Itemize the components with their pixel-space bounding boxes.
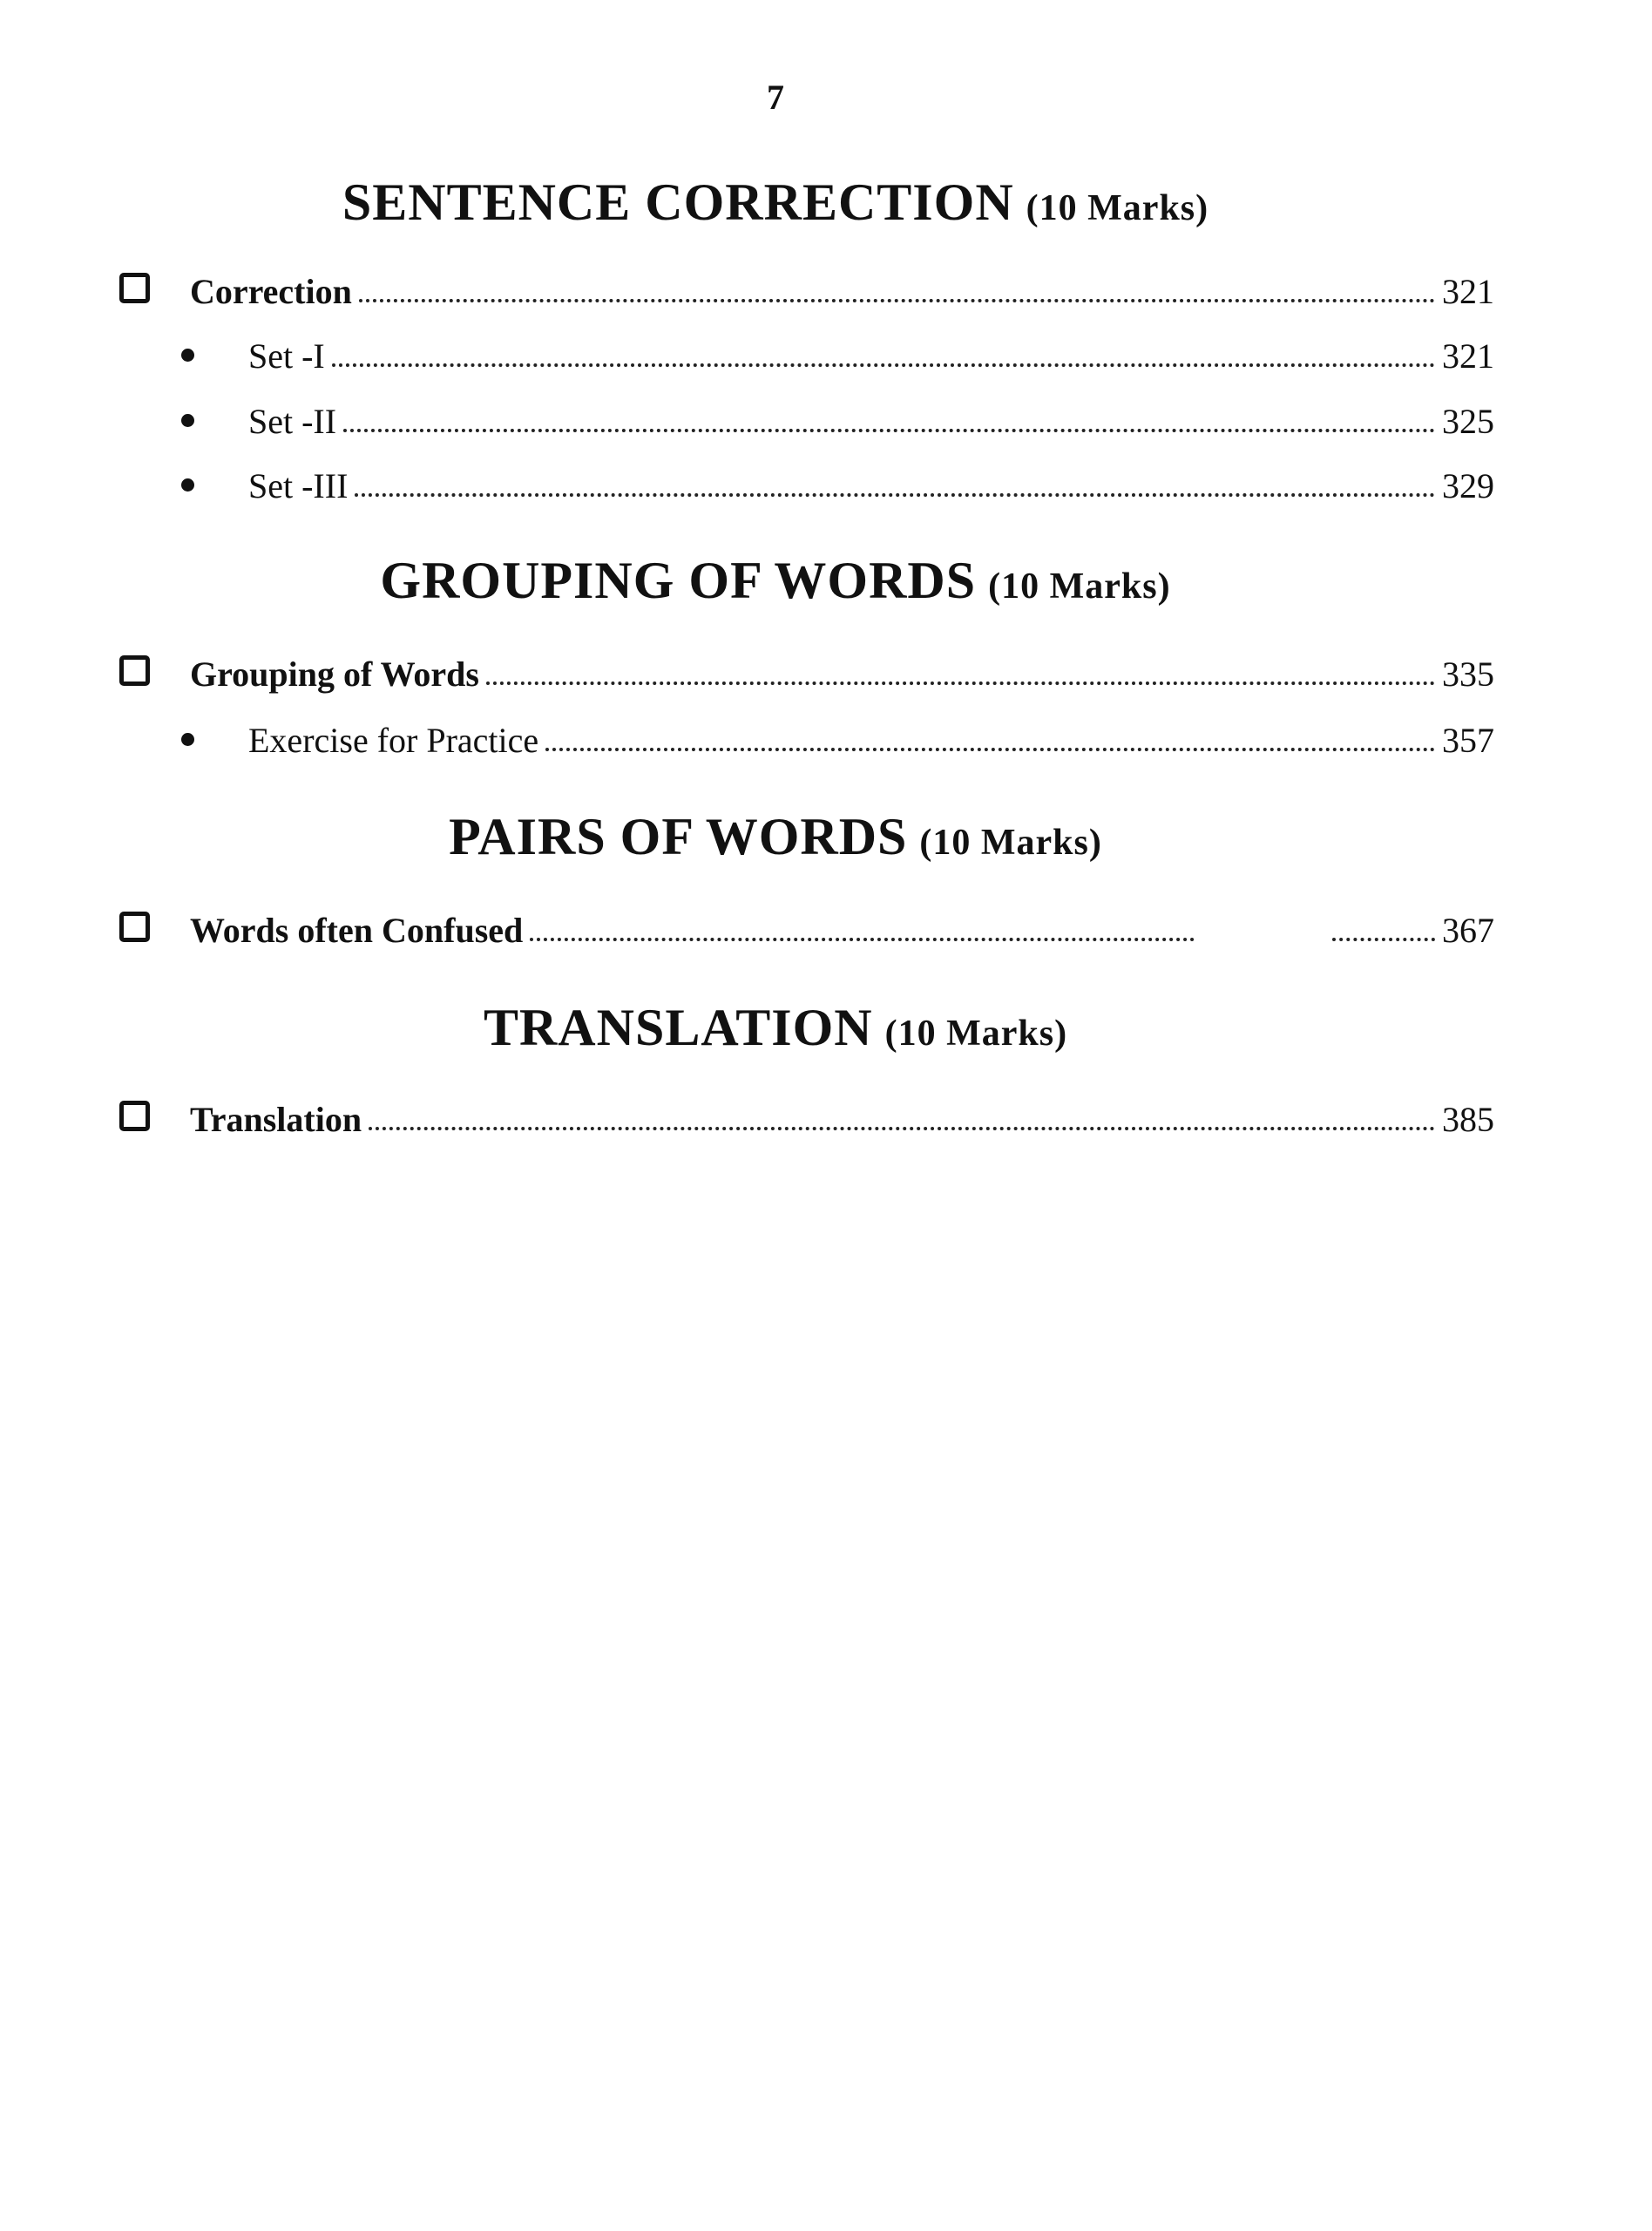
toc-entry-correction[interactable]	[119, 263, 1494, 312]
section-marks: (10 Marks)	[988, 566, 1171, 607]
section-title-translation	[0, 998, 1551, 1058]
section-title-text: SENTENCE CORRECTION	[342, 173, 1014, 231]
entry-page-number: 321	[1442, 336, 1494, 376]
section-title-text: TRANSLATION	[483, 999, 873, 1056]
entry-label: Grouping of Words	[190, 654, 479, 694]
entry-label: Set -II	[248, 402, 337, 441]
entry-label: Correction	[190, 272, 352, 311]
entry-page-number: 385	[1442, 1100, 1494, 1139]
section-title-grouping-of-words	[0, 551, 1551, 611]
dot-leader	[486, 682, 1435, 685]
entry-page-number: 335	[1442, 654, 1494, 694]
checkbox-icon	[119, 655, 150, 686]
bullet-icon	[181, 414, 194, 427]
toc-entry-exercise-for-practice[interactable]	[170, 712, 1494, 761]
checkbox-icon	[119, 273, 150, 303]
checkbox-icon	[119, 912, 150, 942]
toc-entry-set-ii[interactable]	[170, 393, 1494, 442]
toc-entry-grouping-of-words[interactable]	[119, 646, 1494, 695]
page-number: 7	[767, 78, 784, 117]
section-title-text: GROUPING OF WORDS	[380, 552, 977, 609]
bullet-icon	[181, 349, 194, 362]
entry-label: Words often Confused	[190, 911, 524, 950]
dot-leader	[332, 363, 1435, 367]
section-marks: (10 Marks)	[884, 1014, 1068, 1054]
checkbox-icon	[119, 1101, 150, 1131]
toc-entry-words-often-confused[interactable]	[119, 902, 1494, 951]
entry-label: Set -I	[248, 336, 325, 376]
dot-leader	[359, 299, 1435, 302]
section-title-text: PAIRS OF WORDS	[449, 808, 908, 865]
entry-page-number: 325	[1442, 402, 1494, 441]
entry-page-number: 357	[1442, 721, 1494, 760]
dot-leader	[343, 429, 1435, 432]
section-title-sentence-correction	[0, 173, 1551, 233]
dot-leader	[530, 938, 1195, 941]
entry-label: Translation	[190, 1100, 362, 1139]
dot-leader	[545, 748, 1435, 751]
entry-label: Exercise for Practice	[248, 721, 539, 760]
toc-entry-set-i[interactable]	[170, 328, 1494, 376]
toc-entry-set-iii[interactable]	[170, 458, 1494, 506]
entry-label: Set -III	[248, 466, 349, 505]
section-marks: (10 Marks)	[919, 823, 1102, 863]
entry-page-number: 329	[1442, 466, 1494, 505]
entry-page-number: 367	[1442, 911, 1494, 950]
section-marks: (10 Marks)	[1026, 188, 1209, 228]
entry-page-number: 321	[1442, 272, 1494, 311]
toc-entry-translation[interactable]	[119, 1091, 1494, 1140]
dot-leader	[369, 1127, 1435, 1130]
dot-leader	[355, 493, 1435, 497]
section-title-pairs-of-words	[0, 807, 1551, 867]
bullet-icon	[181, 478, 194, 492]
bullet-icon	[181, 733, 194, 746]
dot-leader	[1332, 938, 1435, 941]
